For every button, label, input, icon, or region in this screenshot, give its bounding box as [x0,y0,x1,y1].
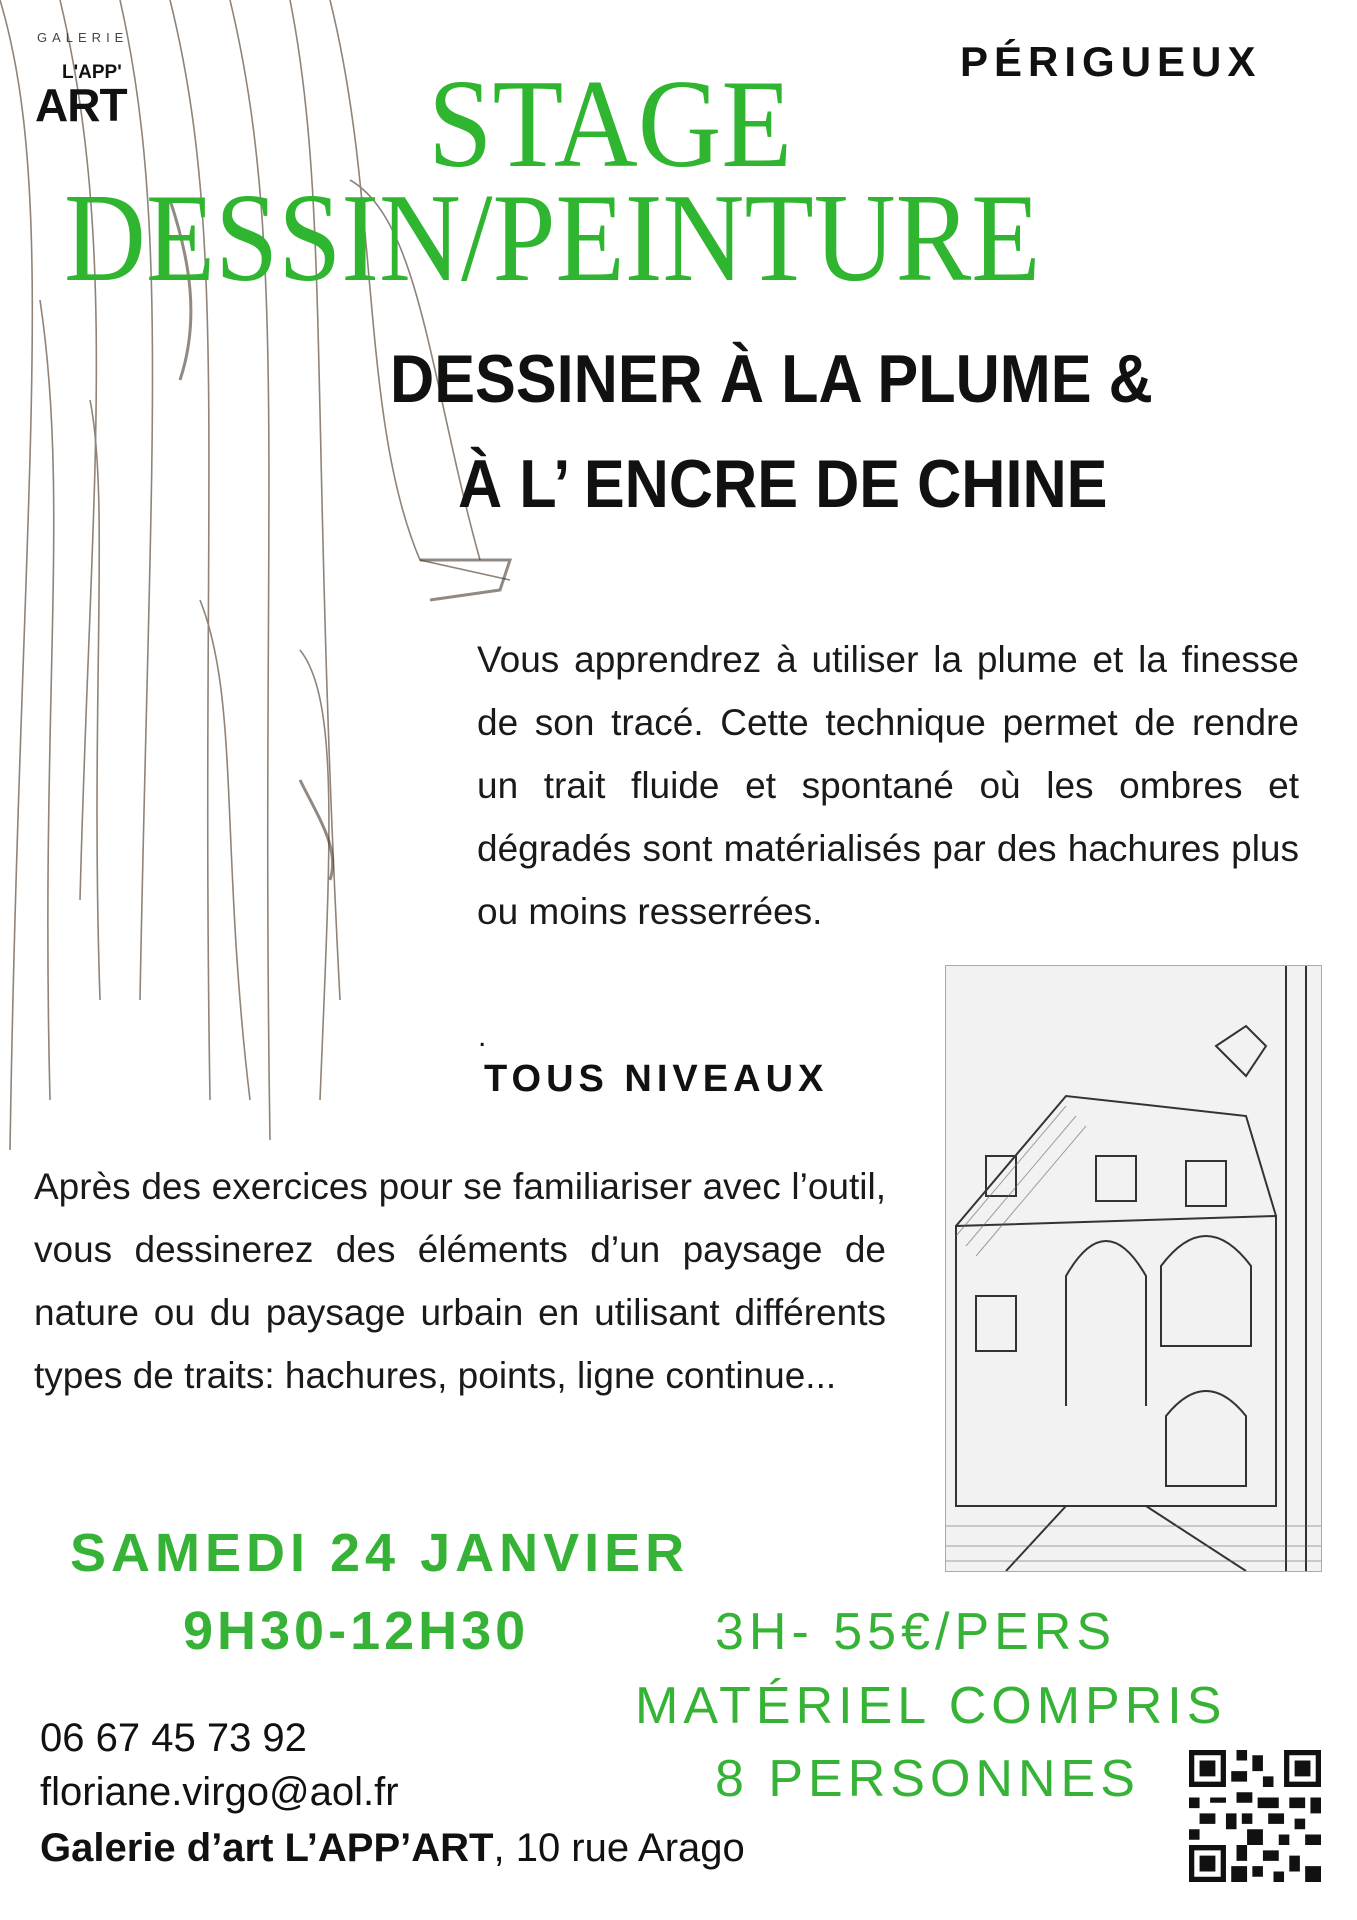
venue-address [40,1826,745,1871]
dot: . [478,1020,487,1053]
phone-number: 06 67 45 73 92 [40,1716,307,1760]
email: floriane.virgo@aol.fr [40,1770,399,1814]
price: 3H- 55€/PERS [715,1603,1117,1661]
logo-galerie: GALERIE [37,30,129,45]
description-2: Après des exercices pour se familiariser avec l’outil, vous dessinerez des éléments d’un paysage de nature ou du paysage urbain en utilisant différents types de traits: hachures, points, ligne continue... [34,1166,886,1396]
city: PÉRIGUEUX [960,38,1262,85]
subtitle-line2: À L’ ENCRE DE CHINE [458,446,1108,522]
title-line2: DESSIN/PEINTURE [64,169,1041,308]
venue-name: Galerie d’art L’APP’ART [40,1826,494,1870]
house-ink-drawing [945,965,1322,1572]
logo-app: L'APP' [62,62,122,83]
event-date: SAMEDI 24 JANVIER [70,1523,690,1583]
capacity: 8 PERSONNES [715,1750,1140,1808]
subtitle-line1: DESSINER À LA PLUME & [390,341,1153,417]
logo-art: ART [35,79,127,131]
title-line1: STAGE [428,55,793,194]
description-1: Vous apprendrez à utiliser la plume et la finesse de son tracé. Cette technique permet de rendre un trait fluide et spontané où les ombres et dégradés sont matérialisés par des hachures plus ou moins resserrées. [477,639,1299,932]
event-time: 9H30-12H30 [183,1601,530,1661]
level: TOUS NIVEAUX [484,1058,829,1100]
materials-included: MATÉRIEL COMPRIS [635,1677,1227,1735]
address: , 10 rue Arago [493,1826,745,1870]
qr-code [1189,1750,1321,1882]
